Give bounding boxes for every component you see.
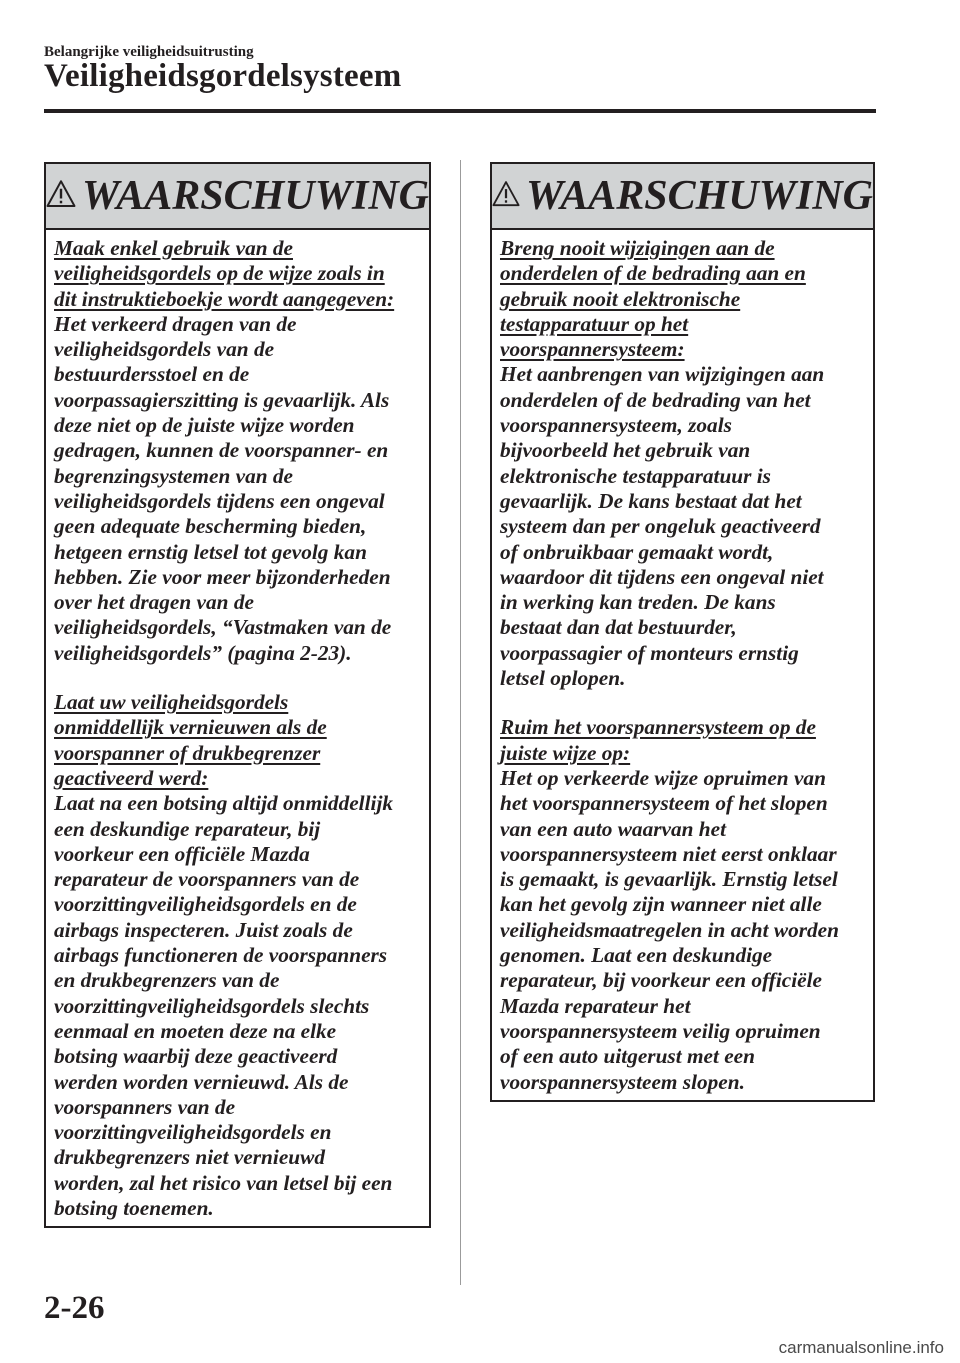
text-line: werden worden vernieuwd. Als de: [54, 1069, 349, 1094]
warning-triangle-icon: [492, 175, 520, 213]
text-line: gevaarlijk. De kans bestaat dat het: [500, 488, 802, 513]
text-line: hebben. Zie voor meer bijzonderheden: [54, 564, 391, 589]
header-rule: [44, 109, 876, 113]
text-line: juiste wijze op:: [500, 740, 631, 765]
warning-text-1: [500, 362, 867, 691]
text-line: systeem dan per ongeluk geactiveerd: [500, 514, 821, 539]
text-line: elektronische testapparatuur is: [500, 463, 771, 488]
text-line: bijvoorbeeld het gebruik van: [500, 438, 751, 463]
watermark: carmanualsonline.info: [778, 1338, 944, 1357]
text-line: veiligheidsgordels van de: [54, 337, 275, 362]
text-line: Laat uw veiligheidsgordels: [54, 690, 289, 715]
page-title: Veiligheidsgordelsysteem: [44, 58, 402, 94]
text-line: Ruim het voorspannersysteem op de: [500, 715, 816, 740]
text-line: airbags inspecteren. Juist zoals de: [54, 917, 353, 942]
text-line: testapparatuur op het: [500, 311, 689, 336]
warning-text-2: [54, 791, 423, 1221]
text-line: onderdelen of de bedrading aan en: [500, 261, 806, 286]
text-line: of een auto uitgerust met een: [500, 1044, 755, 1069]
text-line: over het dragen van de: [54, 590, 254, 615]
text-line: veiligheidsgordels op de wijze zoals in: [54, 261, 385, 286]
text-line: geactiveerd werd:: [54, 765, 209, 790]
warning-heading-1: [500, 236, 867, 362]
text-line: voorspannersysteem:: [500, 337, 685, 362]
text-line: drukbegrenzers niet vernieuwd: [54, 1145, 325, 1170]
paragraph-gap: [54, 666, 423, 690]
text-line: en drukbegrenzers van de: [54, 968, 280, 993]
text-line: veiligheidsgordels” (pagina 2-23).: [54, 640, 352, 665]
text-line: waardoor dit tijdens een ongeval niet: [500, 564, 824, 589]
text-line: reparateur de voorspanners van de: [54, 867, 360, 892]
text-line: onmiddellijk vernieuwen als de: [54, 715, 327, 740]
paragraph-gap: [500, 691, 867, 715]
text-line: van een auto waarvan het: [500, 816, 726, 841]
text-line: Het aanbrengen van wijzigingen aan: [500, 362, 825, 387]
warning-triangle-icon: [46, 175, 76, 213]
text-line: veiligheidsgordels, “Vastmaken van de: [54, 615, 392, 640]
text-line: Mazda reparateur het: [500, 993, 691, 1018]
section-label: Belangrijke veiligheidsuitrusting: [44, 44, 254, 60]
warning-box-left: [44, 162, 431, 1228]
warning-text-1: [54, 312, 423, 666]
text-line: airbags functioneren de voorspanners: [54, 943, 388, 968]
text-line: Laat na een botsing altijd onmiddellijk: [54, 791, 394, 816]
warning-heading-2: [54, 690, 423, 791]
text-line: is gemaakt, is gevaarlijk. Ernstig letsel: [500, 867, 838, 892]
text-line: bestaat dan dat bestuurder,: [500, 615, 737, 640]
text-line: genomen. Laat een deskundige: [500, 943, 773, 968]
column-divider: [460, 160, 461, 1285]
text-line: dit instruktieboekje wordt aangegeven:: [54, 286, 395, 311]
warning-text-2: [500, 766, 867, 1095]
text-line: Maak enkel gebruik van de: [54, 236, 293, 260]
text-line: voorpassagier of monteurs ernstig: [500, 640, 799, 665]
warning-body: [492, 230, 873, 1095]
text-line: reparateur, bij voorkeur een officiële: [500, 968, 822, 993]
warning-header: [46, 164, 429, 230]
text-line: botsing waarbij deze geactiveerd: [54, 1044, 338, 1069]
warning-title: WAARSCHUWING: [526, 173, 873, 219]
page-number: 2-26: [44, 1290, 105, 1326]
text-line: deze niet op de juiste wijze worden: [54, 413, 355, 438]
text-line: gedragen, kunnen de voorspanner- en: [54, 438, 389, 463]
warning-heading-2: [500, 715, 867, 766]
text-line: geen adequate bescherming bieden,: [54, 514, 367, 539]
text-line: gebruik nooit elektronische: [500, 286, 741, 311]
text-line: veiligheidsmaatregelen in acht worden: [500, 917, 839, 942]
text-line: voorspannersysteem veilig opruimen: [500, 1018, 821, 1043]
text-line: begrenzingsystemen van de: [54, 463, 293, 488]
text-line: voorkeur een officiële Mazda: [54, 841, 310, 866]
text-line: of onbruikbaar gemaakt wordt,: [500, 539, 774, 564]
warning-title: WAARSCHUWING: [82, 173, 429, 219]
text-line: Het op verkeerde wijze opruimen van: [500, 765, 826, 790]
text-line: onderdelen of de bedrading van het: [500, 387, 811, 412]
warning-heading-1: [54, 236, 423, 312]
text-line: voorspannersysteem, zoals: [500, 413, 732, 438]
text-line: letsel oplopen.: [500, 666, 626, 691]
warning-header: [492, 164, 873, 230]
text-line: Breng nooit wijzigingen aan de: [500, 236, 775, 260]
text-line: voorspanners van de: [54, 1094, 236, 1119]
text-line: Het verkeerd dragen van de: [54, 311, 297, 336]
text-line: eenmaal en moeten deze na elke: [54, 1018, 337, 1043]
text-line: botsing toenemen.: [54, 1195, 214, 1220]
text-line: hetgeen ernstig letsel tot gevolg kan: [54, 539, 367, 564]
text-line: worden, zal het risico van letsel bij een: [54, 1170, 393, 1195]
warning-body: [46, 230, 429, 1221]
text-line: veiligheidsgordels tijdens een ongeval: [54, 488, 385, 513]
text-line: een deskundige reparateur, bij: [54, 816, 321, 841]
warning-box-right: [490, 162, 875, 1102]
text-line: voorzittingveiligheidsgordels slechts: [54, 993, 370, 1018]
text-line: voorspannersysteem niet eerst onklaar: [500, 841, 837, 866]
text-line: voorpassagierszitting is gevaarlijk. Als: [54, 387, 390, 412]
text-line: voorzittingveiligheidsgordels en de: [54, 892, 357, 917]
text-line: voorspannersysteem slopen.: [500, 1069, 745, 1094]
text-line: het voorspannersysteem of het slopen: [500, 791, 828, 816]
text-line: in werking kan treden. De kans: [500, 590, 776, 615]
text-line: kan het gevolg zijn wanneer niet alle: [500, 892, 822, 917]
text-line: voorzittingveiligheidsgordels en: [54, 1120, 332, 1145]
text-line: voorspanner of drukbegrenzer: [54, 740, 321, 765]
text-line: bestuurdersstoel en de: [54, 362, 250, 387]
